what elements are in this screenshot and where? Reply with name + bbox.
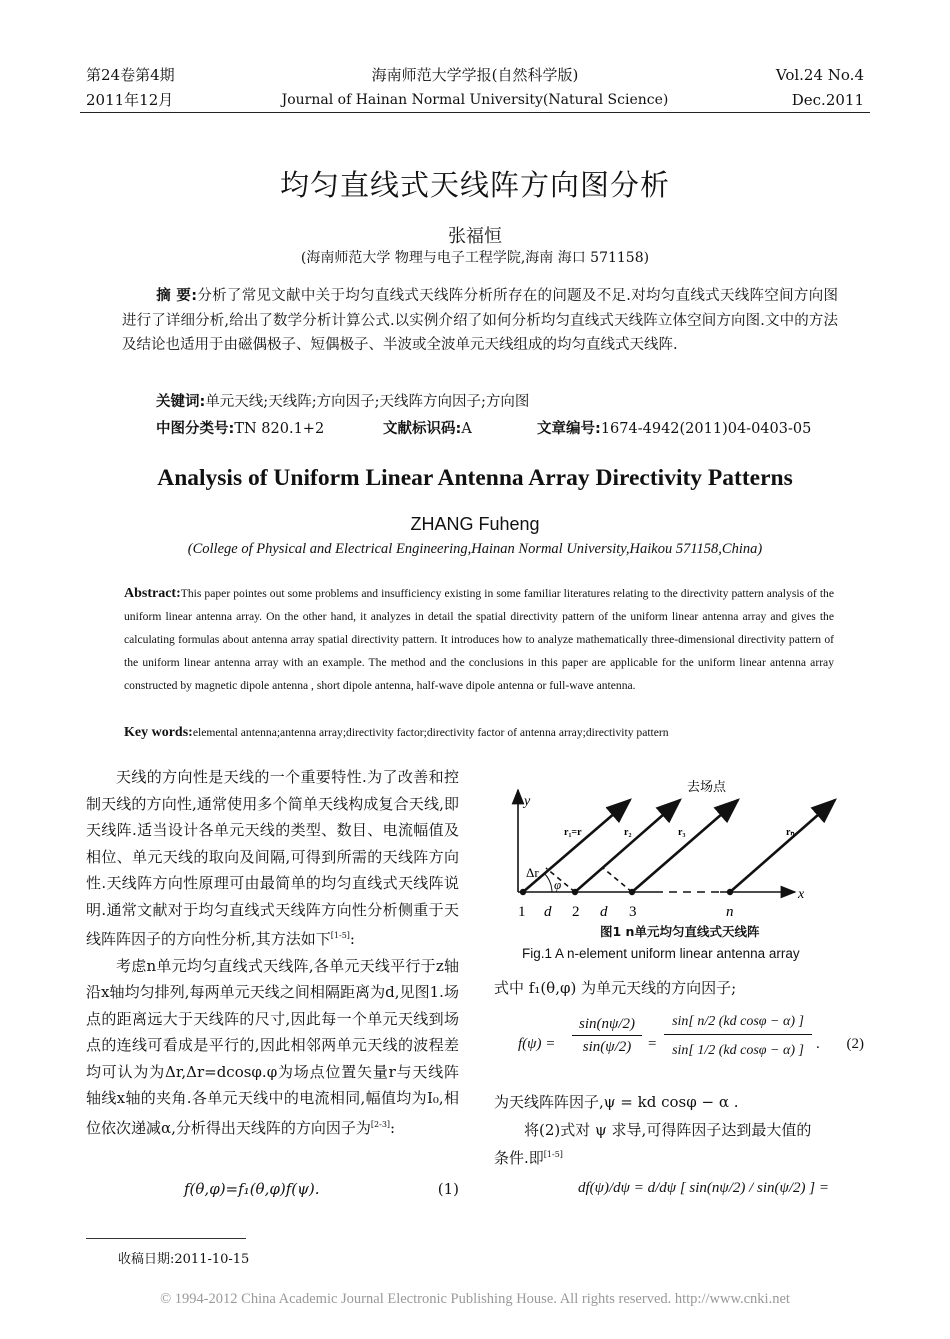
abstract-cn [122,284,838,358]
eq2-den2: sin[ 1/2 (kd cosφ − α) ] [664,1034,812,1059]
citation: [2-3] [370,1119,391,1129]
citation: [1-5] [543,1150,563,1159]
volume-issue: 第24卷第4期 [86,66,175,84]
art-value: 1674-4942(2011)04-0403-05 [600,421,812,437]
body-left-column [86,764,459,1141]
keywords-en-label: Key words: [124,725,193,740]
equation-1-number: (1) [437,1180,459,1198]
date-en: Dec.2011 [791,91,864,109]
label-3: 3 [629,904,637,920]
clc-value: TN 820.1+2 [234,421,325,437]
label-phi: φ [554,877,562,892]
abstract-en-text: This paper pointes out some problems and insufficiency existing in some familiar literatures relating to the directivity pattern analysis of the uniform linear antenna array. On the other hand, it analyzes in detail the spatial directivity pattern of the uniform linear antenna array and gives the calculating formulas about antenna array spatial directivity pattern. It introduces how to analyze mathematically three-dimensional directivity pattern of the uniform linear antenna array with an example. The method and the conclusions in this paper are applicable for the uniform linear antenna array constructed by magnetic dipole antenna , short dipole antenna, half-wave dipole antenna or full-wave antenna. [124,587,834,692]
keywords-cn-text: 单元天线;天线阵;方向因子;天线阵方向因子;方向图 [205,394,530,410]
right-line-3: 将(2)式对 ψ 求导,可得阵因子达到最大值的 [524,1121,812,1139]
element-dot [572,889,578,895]
article-number [537,417,811,438]
ray-r1 [523,800,630,892]
abstract-cn-label: 摘 要: [156,288,198,304]
label-x: x [798,887,805,902]
keywords-en [124,725,669,741]
abstract-en-label: Abstract: [124,586,181,601]
label-far-field: 去场点 [687,780,727,795]
received-date: 收稿日期:2011-10-15 [118,1252,250,1267]
eq2-frac1 [572,1016,642,1056]
keywords-en-text: elemental antenna;antenna array;directivity factor;directivity factor of antenna array;directivity pattern [192,726,669,739]
author-cn: 张福恒 [448,226,502,247]
eq2-lhs: f(ψ) = [518,1036,556,1052]
label-r1: r₁=r [564,827,582,838]
perp-dash-2 [603,868,632,892]
abstract-en [124,582,834,697]
label-rn: rₙ [786,827,795,838]
para1-text: 天线的方向性是天线的一个重要特性.为了改善和控制天线的方向性,通常使用多个简单天线构成复合天线,即天线阵.适当设计各单元天线的类型、数目、电流幅值及相位、单元天线的取向及间隔,可得到所需的天线阵方向性.天线阵方向性原理可由最简单的均匀直线式天线阵说明.通常文献对于均匀直线式天线阵方向性分析侧重于天线阵阵因子的方向性分析,其方法如下 [86,768,459,948]
element-dot [629,889,635,895]
para1-end: : [349,930,355,948]
doc-value: A [461,421,472,437]
header-rule [80,112,870,113]
eq2-frac2 [664,1010,812,1059]
ray-r3 [632,800,738,892]
volume-issue-en: Vol.24 No.4 [775,66,864,84]
body-paragraph-2 [86,953,459,1142]
doc-code [383,417,472,438]
eq2-num1: sin(nψ/2) [579,1016,635,1032]
line4-text: 条件.即 [494,1149,544,1167]
ray-rn [730,800,835,892]
figure-caption-cn: 图1 n单元均匀直线式天线阵 [600,924,760,939]
para2-end: : [390,1118,396,1137]
para2-text: 考虑n单元均匀直线式天线阵,各单元天线平行于z轴沿x轴均匀排列,每两单元天线之间相隔距离为d,见图1.场点的距离远大于天线阵的尺寸,因此每一个单元天线到场点的连线可看成是平行的,因此相邻两单元天线的波程差均可认为为Δr,Δr=dcosφ.φ为场点位置矢量r与天线阵轴线x轴的夹角.各单元天线中的电流相同,幅值均为I₀,相位依次递减α,分析得出天线阵的方向因子为 [86,956,459,1137]
keywords-cn-label: 关键词: [156,394,206,410]
journal-name-en: Journal of Hainan Normal University(Natural Science) [281,92,669,108]
label-d: d [544,904,552,920]
paper-title-en: Analysis of Uniform Linear Antenna Array Directivity Patterns [157,465,793,491]
eq2-number: (2) [846,1036,864,1052]
affiliation-cn: (海南师范大学 物理与电子工程学院,海南 海口 571158) [300,250,650,266]
date: 2011年12月 [86,91,174,109]
right-line-1: 式中 f₁(θ,φ) 为单元天线的方向因子; [494,979,737,997]
element-dot [520,889,526,895]
footnote-rule [86,1238,246,1239]
copyright-notice: © 1994-2012 China Academic Journal Electronic Publishing House. All rights reserved. http://www.cnki.net [160,1291,790,1307]
label-2: 2 [572,904,580,920]
eq2-den1: sin(ψ/2) [572,1035,642,1056]
figure-1-diagram [490,770,870,920]
art-label: 文章编号: [537,421,601,437]
eq2-period: . [816,1036,820,1052]
body-paragraph-1 [86,764,459,953]
journal-name-cn: 海南师范大学学报(自然科学版) [371,66,579,84]
paper-title-cn: 均匀直线式天线阵方向图分析 [279,168,670,202]
ray-r2 [575,800,680,892]
affiliation-en: (College of Physical and Electrical Engineering,Hainan Normal University,Haikou 571158,China) [187,541,763,557]
keywords-cn [156,390,529,411]
right-line-2: 为天线阵阵因子,ψ = kd cosφ − α . [494,1093,739,1111]
equation-1-body: f(θ,φ)=f₁(θ,φ)f(ψ). [184,1180,320,1198]
equation-3: df(ψ)/dψ = d/dψ [ sin(nψ/2) / sin(ψ/2) ] = [578,1180,829,1196]
element-dot [727,889,733,895]
label-d: d [600,904,608,920]
abstract-cn-text: 分析了常见文献中关于均匀直线式天线阵分析所存在的问题及不足.对均匀直线式天线阵空间方向图进行了详细分析,给出了数学分析计算公式.以实例介绍了如何分析均匀直线式天线阵立体空间方向图.文中的方法及结论也适用于由磁偶极子、短偶极子、半波或全波单元天线组成的均匀直线式天线阵. [122,288,838,353]
equation-2 [494,1010,870,1084]
label-1: 1 [518,904,526,920]
label-r3: r₃ [678,827,686,838]
doc-label: 文献标识码: [383,421,462,437]
label-delta-r: Δr [526,865,539,880]
classification-line [156,417,324,438]
right-line-4 [494,1143,563,1170]
eq2-equals: = [648,1036,657,1052]
eq2-num2: sin[ n/2 (kd cosφ − α) ] [672,1014,804,1029]
label-r2: r₂ [624,827,632,838]
label-n: n [726,904,734,920]
citation: [1-5] [330,931,350,940]
author-en: ZHANG Fuheng [410,514,540,534]
clc-label: 中图分类号: [156,421,235,437]
label-y: y [524,794,531,809]
angle-arc [544,873,552,892]
figure-caption-en: Fig.1 A n-element uniform linear antenna array [522,946,800,961]
